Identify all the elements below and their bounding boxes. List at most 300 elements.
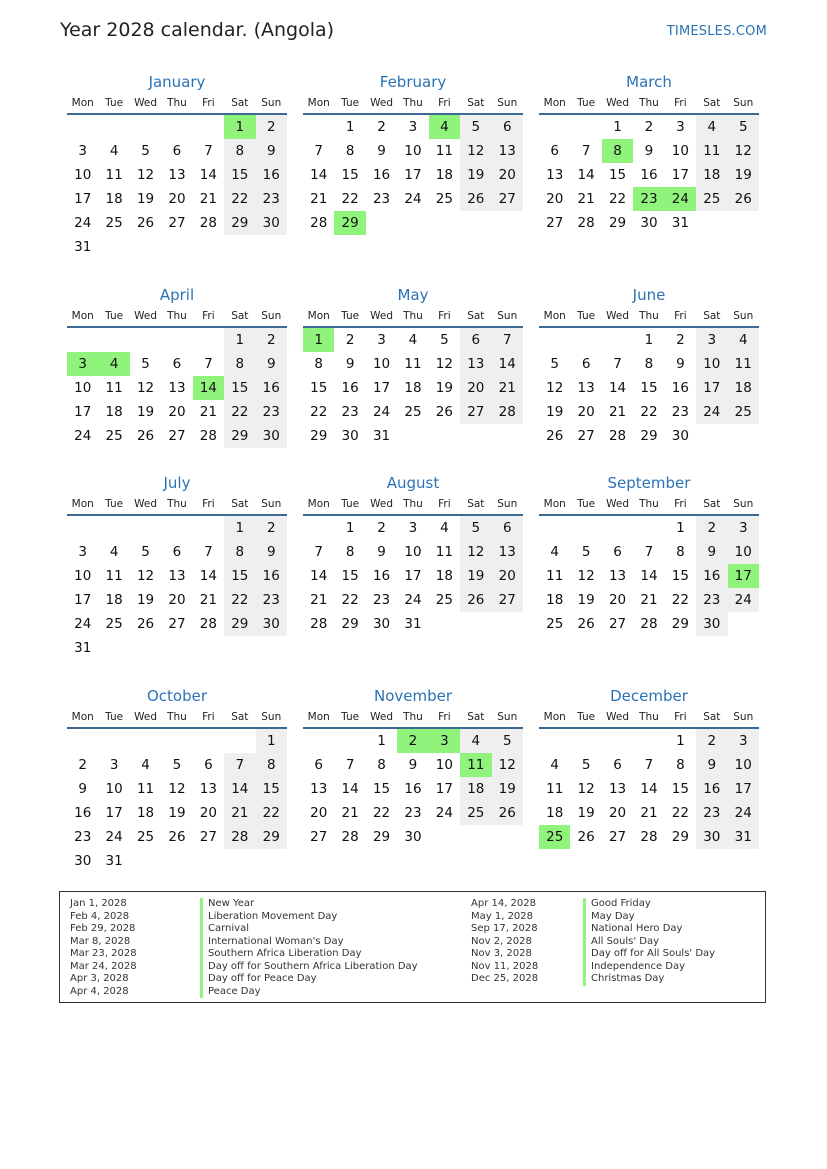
weekday-label: Wed — [370, 498, 393, 510]
day-cell: 13 — [168, 568, 186, 584]
day-cell: 6 — [172, 356, 182, 372]
day-cell: 6 — [492, 115, 523, 139]
day-cell: 6 — [172, 544, 182, 560]
day-cell: 17 — [74, 592, 92, 608]
day-cell: 30 — [640, 215, 658, 231]
day-cell: 23 — [372, 191, 391, 207]
day-cell: 20 — [168, 191, 186, 207]
day-cell: 6 — [172, 143, 182, 159]
holiday-date: May 1, 2028 — [471, 910, 534, 922]
weekday-label: Sat — [703, 498, 721, 510]
day-cell: 15 — [310, 380, 328, 396]
day-cell: 29 — [671, 616, 689, 632]
day-cell: 3 — [377, 332, 386, 348]
day-cell: 16 — [256, 163, 287, 187]
day-cell: 12 — [492, 753, 523, 777]
day-cell: 11 — [728, 352, 759, 376]
weekday-label: Wed — [134, 498, 157, 510]
day-cell: 30 — [696, 825, 727, 849]
empty-cell — [193, 115, 224, 139]
day-cell: 30 — [372, 616, 391, 632]
empty-cell — [130, 516, 161, 540]
holiday-day-cell: 17 — [728, 564, 759, 588]
day-cell: 24 — [728, 801, 759, 825]
day-cell: 17 — [74, 404, 92, 420]
holiday-date: Feb 4, 2028 — [70, 910, 130, 922]
empty-cell — [161, 516, 192, 540]
day-cell: 19 — [492, 777, 523, 801]
holiday-names-col-2 — [583, 898, 715, 986]
day-cell: 21 — [199, 191, 217, 207]
day-cell: 17 — [404, 167, 422, 183]
weekday-label: Thu — [403, 97, 423, 109]
day-cell: 23 — [341, 404, 359, 420]
day-cell: 19 — [136, 191, 155, 207]
day-cell: 9 — [377, 143, 386, 159]
empty-cell — [161, 328, 192, 352]
day-cell: 13 — [546, 167, 564, 183]
month-title: April — [159, 286, 195, 304]
holiday-name: National Hero Day — [583, 923, 715, 936]
day-cell: 26 — [136, 215, 155, 231]
day-cell: 9 — [256, 139, 287, 163]
day-cell: 13 — [577, 380, 595, 396]
weekday-header — [67, 306, 287, 328]
day-cell: 1 — [256, 729, 287, 753]
day-cell: 11 — [696, 139, 727, 163]
day-cell: 12 — [577, 568, 595, 584]
weekday-label: Sun — [733, 97, 754, 109]
day-cell: 1 — [224, 516, 255, 540]
day-cell: 16 — [256, 376, 287, 400]
empty-cell — [161, 729, 192, 753]
weekday-label: Tue — [105, 711, 124, 723]
day-cell: 7 — [644, 544, 654, 560]
day-cell: 13 — [199, 781, 217, 797]
weekday-header — [67, 707, 287, 729]
day-cell: 28 — [199, 215, 217, 231]
weekday-label: Sat — [467, 310, 485, 322]
day-cell: 22 — [310, 404, 328, 420]
weekday-label: Tue — [577, 310, 596, 322]
empty-cell — [539, 516, 570, 540]
day-cell: 28 — [341, 829, 359, 845]
day-cell: 22 — [671, 805, 689, 821]
day-cell: 16 — [372, 568, 391, 584]
day-cell: 11 — [546, 568, 564, 584]
day-cell: 4 — [141, 757, 150, 773]
day-cell: 18 — [546, 592, 564, 608]
day-cell: 8 — [256, 753, 287, 777]
holiday-date: Apr 14, 2028 — [471, 898, 537, 909]
day-cell: 6 — [314, 757, 323, 773]
day-cell: 19 — [728, 163, 759, 187]
day-cell: 31 — [671, 215, 689, 231]
day-cell: 18 — [404, 380, 422, 396]
month-october — [67, 685, 287, 873]
day-cell: 18 — [460, 777, 491, 801]
day-cell: 30 — [696, 612, 727, 636]
month-september — [539, 472, 759, 636]
day-cell: 18 — [696, 163, 727, 187]
month-title: January — [148, 73, 206, 91]
day-cell: 4 — [550, 757, 559, 773]
day-cell: 21 — [640, 805, 658, 821]
day-cell: 2 — [377, 119, 386, 135]
day-cell: 16 — [696, 564, 727, 588]
month-title: July — [163, 474, 191, 492]
month-november — [303, 685, 523, 849]
day-cell: 18 — [435, 167, 453, 183]
empty-cell — [602, 516, 633, 540]
day-cell: 19 — [460, 163, 491, 187]
day-cell: 12 — [577, 781, 595, 797]
day-grid — [539, 729, 759, 849]
weekday-label: Mon — [71, 97, 94, 109]
day-cell: 14 — [608, 380, 627, 396]
day-cell: 29 — [310, 428, 328, 444]
weekday-header — [539, 93, 759, 115]
day-cell: 6 — [613, 757, 622, 773]
day-cell: 2 — [644, 119, 654, 135]
month-title: March — [626, 73, 672, 91]
weekday-header — [539, 707, 759, 729]
weekday-label: Fri — [438, 711, 451, 723]
weekday-header — [539, 306, 759, 328]
day-cell: 15 — [671, 781, 689, 797]
day-cell: 1 — [613, 119, 622, 135]
weekday-label: Fri — [674, 498, 687, 510]
empty-cell — [334, 729, 365, 753]
day-cell: 12 — [460, 540, 491, 564]
day-cell: 27 — [460, 400, 491, 424]
holiday-date: Apr 4, 2028 — [70, 985, 129, 997]
empty-cell — [303, 729, 334, 753]
weekday-label: Tue — [341, 498, 360, 510]
day-cell: 11 — [404, 356, 422, 372]
day-cell: 21 — [577, 191, 595, 207]
day-cell: 2 — [696, 516, 727, 540]
empty-cell — [570, 516, 601, 540]
day-cell: 14 — [640, 781, 658, 797]
holiday-date: Feb 29, 2028 — [70, 923, 136, 934]
day-cell: 9 — [696, 753, 727, 777]
day-cell: 21 — [341, 805, 359, 821]
weekday-label: Mon — [307, 310, 330, 322]
holiday-day-cell: 25 — [539, 825, 570, 849]
empty-cell — [130, 729, 161, 753]
day-cell: 16 — [74, 805, 92, 821]
month-january — [67, 71, 287, 259]
day-cell: 23 — [256, 588, 287, 612]
day-cell: 19 — [577, 592, 595, 608]
holiday-name: All Souls' Day — [583, 936, 715, 949]
day-cell: 21 — [199, 592, 217, 608]
day-cell: 25 — [435, 592, 453, 608]
day-cell: 4 — [408, 332, 418, 348]
weekday-label: Mon — [543, 310, 566, 322]
holiday-day-cell: 8 — [602, 139, 633, 163]
day-cell: 19 — [136, 404, 155, 420]
empty-cell — [633, 729, 664, 753]
day-cell: 26 — [136, 428, 155, 444]
holiday-names-col-1 — [200, 898, 418, 998]
day-cell: 22 — [341, 191, 359, 207]
holiday-name: International Woman's Day — [200, 936, 418, 949]
weekday-label: Thu — [167, 310, 187, 322]
day-cell: 26 — [728, 187, 759, 211]
day-cell: 22 — [341, 592, 359, 608]
day-cell: 1 — [676, 520, 685, 536]
holiday-name: Christmas Day — [583, 973, 715, 986]
day-grid — [539, 516, 759, 636]
day-cell: 1 — [644, 332, 654, 348]
day-cell: 10 — [696, 352, 727, 376]
empty-cell — [161, 115, 192, 139]
day-grid — [539, 328, 759, 448]
weekday-label: Thu — [639, 97, 659, 109]
day-cell: 24 — [696, 400, 727, 424]
empty-cell — [193, 516, 224, 540]
month-title: February — [379, 73, 447, 91]
empty-cell — [224, 729, 255, 753]
month-february — [303, 71, 523, 235]
day-cell: 7 — [314, 143, 323, 159]
empty-cell — [602, 328, 633, 352]
weekday-label: Wed — [370, 711, 393, 723]
month-june — [539, 284, 759, 448]
day-cell: 27 — [168, 428, 186, 444]
weekday-label: Thu — [167, 97, 187, 109]
weekday-label: Wed — [370, 97, 393, 109]
day-cell: 3 — [696, 328, 727, 352]
day-cell: 25 — [460, 801, 491, 825]
holiday-name: May Day — [583, 911, 715, 924]
day-cell: 5 — [460, 115, 491, 139]
empty-cell — [570, 729, 601, 753]
weekday-label: Wed — [606, 498, 629, 510]
day-cell: 25 — [696, 187, 727, 211]
day-cell: 22 — [640, 404, 658, 420]
weekday-label: Fri — [438, 310, 451, 322]
holiday-date: Mar 24, 2028 — [70, 960, 137, 972]
day-cell: 31 — [105, 853, 123, 869]
day-cell: 19 — [546, 404, 564, 420]
empty-cell — [303, 516, 334, 540]
day-cell: 19 — [460, 564, 491, 588]
day-cell: 25 — [404, 404, 422, 420]
weekday-label: Fri — [202, 498, 215, 510]
day-cell: 9 — [696, 540, 727, 564]
day-cell: 29 — [256, 825, 287, 849]
day-cell: 17 — [74, 191, 92, 207]
day-cell: 2 — [256, 115, 287, 139]
holiday-day-cell: 4 — [98, 352, 129, 376]
weekday-label: Fri — [674, 97, 687, 109]
day-cell: 9 — [256, 352, 287, 376]
day-cell: 11 — [136, 781, 155, 797]
month-title: August — [386, 474, 440, 492]
holiday-name: Southern Africa Liberation Day — [200, 948, 418, 961]
day-cell: 16 — [341, 380, 359, 396]
day-cell: 27 — [492, 588, 523, 612]
day-cell: 5 — [172, 757, 182, 773]
day-cell: 29 — [640, 428, 658, 444]
day-cell: 21 — [310, 191, 328, 207]
day-cell: 17 — [105, 805, 123, 821]
day-cell: 21 — [640, 592, 658, 608]
day-cell: 15 — [224, 163, 255, 187]
day-grid — [539, 115, 759, 235]
weekday-label: Fri — [202, 97, 215, 109]
day-cell: 1 — [377, 733, 386, 749]
day-cell: 10 — [74, 167, 92, 183]
weekday-label: Tue — [577, 711, 596, 723]
day-cell: 26 — [435, 404, 453, 420]
empty-cell — [539, 729, 570, 753]
weekday-label: Fri — [438, 498, 451, 510]
weekday-label: Sun — [261, 310, 282, 322]
weekday-label: Mon — [71, 711, 94, 723]
day-cell: 10 — [74, 380, 92, 396]
day-cell: 5 — [141, 356, 150, 372]
holiday-day-cell: 4 — [429, 115, 460, 139]
day-cell: 28 — [640, 616, 658, 632]
day-cell: 24 — [74, 215, 92, 231]
day-cell: 16 — [696, 777, 727, 801]
day-cell: 13 — [168, 380, 186, 396]
holiday-dates-col-1 — [70, 898, 137, 998]
day-cell: 16 — [671, 380, 689, 396]
day-cell: 8 — [345, 143, 355, 159]
day-cell: 14 — [577, 167, 595, 183]
day-cell: 27 — [546, 215, 564, 231]
day-cell: 26 — [492, 801, 523, 825]
day-cell: 26 — [577, 829, 595, 845]
month-december — [539, 685, 759, 849]
holiday-date: Jan 1, 2028 — [70, 898, 127, 909]
holiday-name: Day off for All Souls' Day — [583, 948, 715, 961]
day-cell: 1 — [676, 733, 685, 749]
day-cell: 10 — [671, 143, 689, 159]
day-cell: 24 — [105, 829, 123, 845]
day-cell: 8 — [676, 544, 685, 560]
holiday-day-cell: 24 — [665, 187, 696, 211]
holiday-day-cell: 1 — [303, 328, 334, 352]
weekday-label: Wed — [370, 310, 393, 322]
weekday-label: Thu — [167, 711, 187, 723]
day-cell: 30 — [74, 853, 92, 869]
day-cell: 30 — [671, 428, 689, 444]
day-cell: 24 — [404, 191, 422, 207]
day-cell: 15 — [372, 781, 391, 797]
day-cell: 11 — [105, 380, 123, 396]
day-cell: 7 — [204, 544, 213, 560]
holiday-date: Nov 3, 2028 — [471, 948, 532, 959]
day-cell: 10 — [728, 540, 759, 564]
holiday-day-cell: 1 — [224, 115, 255, 139]
day-cell: 15 — [224, 376, 255, 400]
day-cell: 22 — [671, 592, 689, 608]
day-grid — [303, 328, 523, 448]
day-cell: 13 — [608, 781, 627, 797]
empty-cell — [633, 516, 664, 540]
empty-cell — [130, 328, 161, 352]
day-cell: 13 — [460, 352, 491, 376]
weekday-label: Tue — [341, 97, 360, 109]
month-august — [303, 472, 523, 636]
day-cell: 6 — [460, 328, 491, 352]
day-cell: 19 — [136, 592, 155, 608]
day-cell: 6 — [550, 143, 559, 159]
day-cell: 29 — [372, 829, 391, 845]
day-cell: 20 — [577, 404, 595, 420]
weekday-label: Tue — [341, 711, 360, 723]
weekday-label: Sat — [467, 498, 485, 510]
holiday-day-cell: 3 — [67, 352, 98, 376]
weekday-label: Fri — [674, 711, 687, 723]
empty-cell — [303, 115, 334, 139]
day-cell: 5 — [440, 332, 449, 348]
day-cell: 18 — [435, 568, 453, 584]
day-cell: 20 — [310, 805, 328, 821]
day-cell: 5 — [141, 544, 150, 560]
day-cell: 29 — [671, 829, 689, 845]
day-cell: 27 — [608, 616, 627, 632]
weekday-label: Mon — [307, 97, 330, 109]
day-cell: 7 — [644, 757, 654, 773]
day-cell: 26 — [136, 616, 155, 632]
day-cell: 3 — [676, 119, 685, 135]
day-cell: 9 — [644, 143, 654, 159]
weekday-label: Mon — [71, 310, 94, 322]
weekday-label: Mon — [543, 711, 566, 723]
day-cell: 31 — [74, 239, 92, 255]
day-cell: 22 — [608, 191, 627, 207]
weekday-header — [303, 707, 523, 729]
day-cell: 25 — [105, 215, 123, 231]
day-cell: 21 — [199, 404, 217, 420]
weekday-label: Sun — [733, 711, 754, 723]
site-link[interactable]: TIMESLES.COM — [666, 24, 767, 39]
day-cell: 26 — [168, 829, 186, 845]
weekday-label: Sat — [703, 97, 721, 109]
day-cell: 23 — [404, 805, 422, 821]
day-cell: 28 — [310, 215, 328, 231]
day-cell: 4 — [696, 115, 727, 139]
holiday-day-cell: 3 — [429, 729, 460, 753]
day-cell: 13 — [608, 568, 627, 584]
day-cell: 27 — [608, 829, 627, 845]
day-cell: 14 — [492, 352, 523, 376]
day-cell: 20 — [199, 805, 217, 821]
day-cell: 20 — [460, 376, 491, 400]
day-grid — [67, 729, 287, 873]
day-cell: 9 — [408, 757, 418, 773]
weekday-label: Tue — [577, 498, 596, 510]
weekday-label: Mon — [307, 498, 330, 510]
holiday-day-cell: 29 — [334, 211, 365, 235]
day-cell: 20 — [546, 191, 564, 207]
weekday-label: Sat — [467, 97, 485, 109]
day-cell: 22 — [224, 400, 255, 424]
day-cell: 11 — [105, 568, 123, 584]
day-cell: 5 — [581, 544, 591, 560]
day-cell: 4 — [440, 520, 449, 536]
weekday-label: Sat — [703, 310, 721, 322]
holiday-date: Mar 23, 2028 — [70, 948, 137, 959]
weekday-label: Sun — [261, 711, 282, 723]
